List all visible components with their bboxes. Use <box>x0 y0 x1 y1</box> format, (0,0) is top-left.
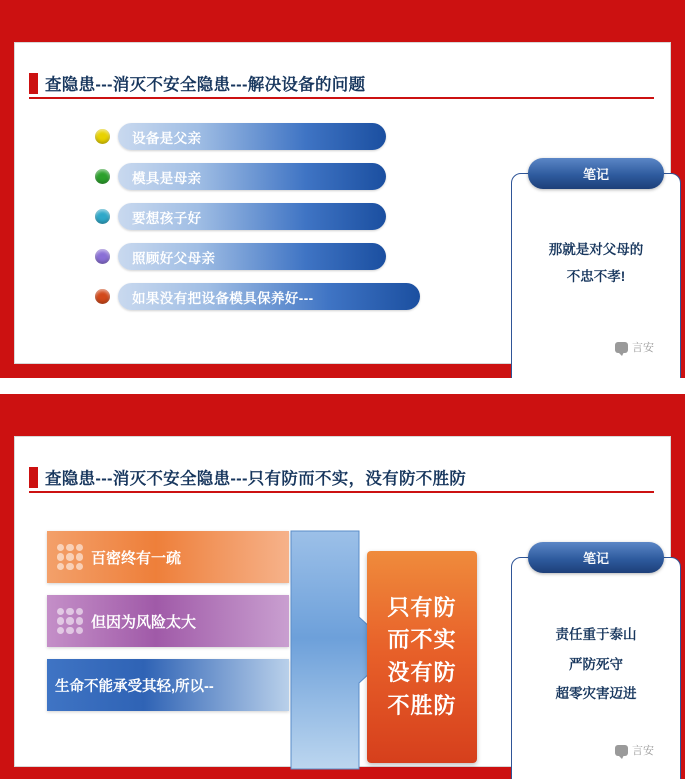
bullet-dot-icon <box>95 129 110 144</box>
bullet-dot-icon <box>95 249 110 264</box>
list-item <box>95 123 420 150</box>
slide-2-content <box>14 436 671 767</box>
left-box-label: 生命不能承受其轻,所以-- <box>55 678 214 695</box>
watermark <box>615 339 654 355</box>
title-accent-bar <box>29 73 38 94</box>
chat-bubble-icon <box>615 745 628 756</box>
bullet-label: 如果没有把设备模具保养好--- <box>118 283 420 310</box>
bullet-label: 要想孩子好 <box>118 203 386 230</box>
slide-2 <box>0 394 685 779</box>
list-item <box>47 595 289 647</box>
bullet-dot-icon <box>95 289 110 304</box>
emphasis-block <box>367 551 477 763</box>
slide-2-left-stack <box>47 531 289 723</box>
emphasis-line: 只有防 <box>387 594 457 620</box>
slide-2-title-row <box>29 465 466 489</box>
watermark-label: 言安 <box>632 342 654 354</box>
list-item <box>95 243 420 270</box>
slide-1-content <box>14 42 671 364</box>
emphasis-line: 没有防 <box>387 660 457 685</box>
slide-separator <box>0 378 685 394</box>
dot-grid-icon <box>57 544 83 570</box>
note-body <box>512 620 680 709</box>
bullet-label: 设备是父亲 <box>118 123 386 150</box>
note-line: 责任重于泰山 <box>555 627 637 642</box>
chat-bubble-icon <box>615 342 628 353</box>
left-box-label: 百密终有一疏 <box>91 549 182 567</box>
title-accent-bar <box>29 467 38 488</box>
note-line: 那就是对父母的 <box>548 242 644 257</box>
slide-1-title-row <box>29 71 365 95</box>
bullet-dot-icon <box>95 209 110 224</box>
note-body <box>512 236 680 290</box>
bullet-label: 模具是母亲 <box>118 163 386 190</box>
note-card <box>511 167 681 401</box>
watermark <box>615 742 654 758</box>
bullet-dot-icon <box>95 169 110 184</box>
list-item <box>95 163 420 190</box>
emphasis-line: 而不实 <box>387 627 457 653</box>
slide-1-bullet-list <box>95 123 420 323</box>
list-item <box>95 203 420 230</box>
slide-1 <box>0 0 685 378</box>
note-tab-label: 笔记 <box>528 542 664 573</box>
bullet-label: 照顾好父母亲 <box>118 243 386 270</box>
note-tab-label: 笔记 <box>528 158 664 189</box>
list-item <box>95 283 420 310</box>
note-line: 严防死守 <box>569 656 623 672</box>
emphasis-line: 不胜防 <box>387 692 457 718</box>
note-card <box>511 551 681 779</box>
dot-grid-icon <box>57 608 83 634</box>
note-line: 超零灾害迈进 <box>555 686 637 702</box>
watermark-label: 言安 <box>632 745 654 757</box>
note-line: 不忠不孝! <box>566 269 626 284</box>
slide-1-title: 查隐患---消灭不安全隐患---解决设备的问题 <box>45 76 366 94</box>
slide-1-title-underline <box>29 97 654 99</box>
list-item <box>47 531 289 583</box>
slide-2-title: 查隐患---消灭不安全隐患---只有防而不实，没有防不胜防 <box>45 470 467 488</box>
list-item <box>47 659 289 711</box>
slide-2-title-underline <box>29 491 654 493</box>
left-box-label: 但因为风险太大 <box>91 613 197 631</box>
